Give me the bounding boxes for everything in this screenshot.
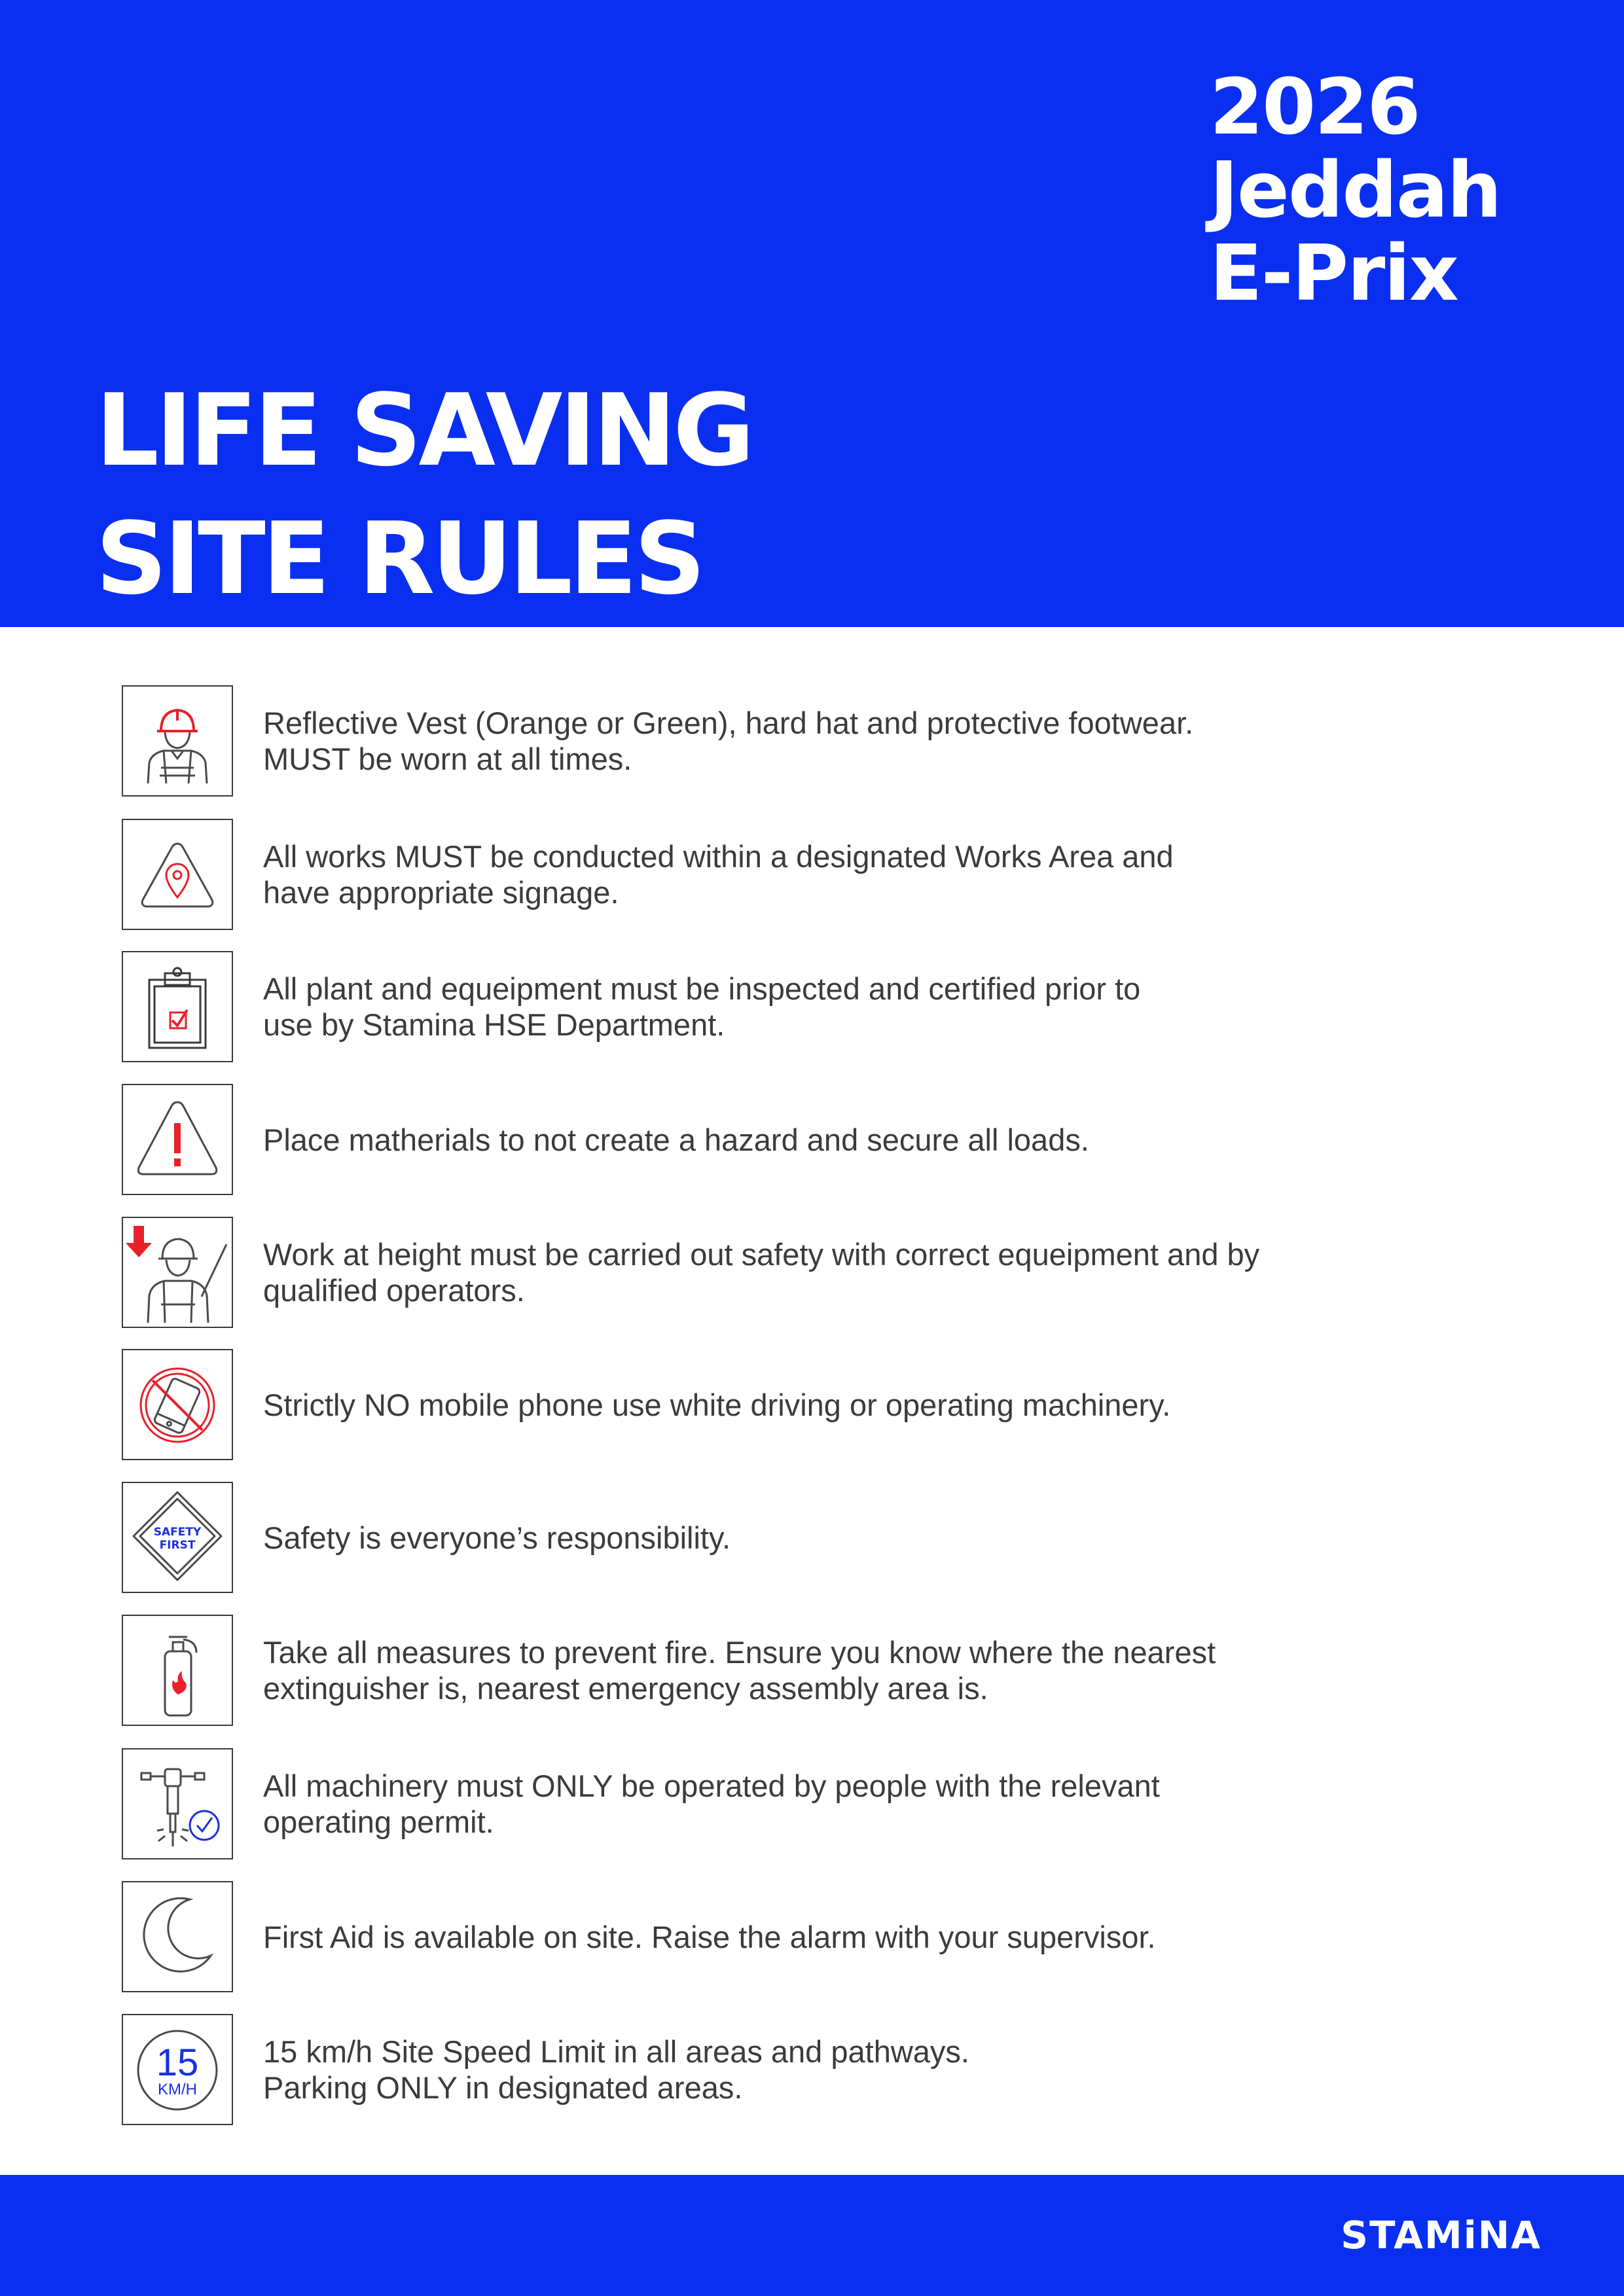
fire-extinguisher-icon <box>122 1615 233 1726</box>
work-at-height-icon <box>122 1217 233 1328</box>
rule-item <box>122 1615 1562 1726</box>
rule-text: All machinery must ONLY be operated by people with the relevant operating permit. <box>263 1768 1160 1839</box>
svg-text:FIRST: FIRST <box>159 1539 196 1552</box>
rule-text: Strictly NO mobile phone use white driving or operating machinery. <box>263 1387 1171 1422</box>
rule-item <box>122 1482 1562 1593</box>
rule-item <box>122 1217 1562 1328</box>
rule-text: Reflective Vest (Orange or Green), hard hat and protective footwear. MUST be worn at all times. <box>263 706 1194 776</box>
rule-item <box>122 1084 1562 1195</box>
header-banner <box>0 0 1624 627</box>
hazard-warning-icon <box>122 1084 233 1195</box>
rule-text: All plant and equeipment must be inspected and certified prior to use by Stamina HSE Department. <box>263 971 1141 1042</box>
rule-item <box>122 1349 1562 1460</box>
event-name: E-Prix <box>1210 228 1458 318</box>
rule-text: 15 km/h Site Speed Limit in all areas and pathways. Parking ONLY in designated areas. <box>263 2034 969 2105</box>
page-title <box>96 367 751 623</box>
machinery-permit-icon <box>122 1748 233 1859</box>
speed-limit-icon <box>122 2014 233 2125</box>
event-year: 2026 <box>1210 62 1420 152</box>
brand-logo: STAMiNA <box>1341 2213 1542 2257</box>
clipboard-check-icon <box>122 951 233 1062</box>
rule-text: First Aid is available on site. Raise the alarm with your supervisor. <box>263 1919 1156 1954</box>
rule-item <box>122 2014 1562 2125</box>
rule-item <box>122 951 1562 1062</box>
svg-text:KM/H: KM/H <box>158 2081 197 2098</box>
rule-item <box>122 1748 1562 1859</box>
worker-ppe-icon <box>122 685 233 797</box>
first-aid-crescent-icon <box>122 1881 233 1992</box>
footer-banner <box>0 2175 1624 2296</box>
svg-text:15: 15 <box>156 2041 199 2084</box>
page-title-line-1: LIFE SAVING <box>96 372 751 488</box>
location-warning-icon <box>122 819 233 930</box>
rule-text: Place matherials to not create a hazard and secure all loads. <box>263 1122 1089 1157</box>
safety-first-icon <box>122 1482 233 1593</box>
rule-text: Take all measures to prevent fire. Ensure you know where the nearest extinguisher is, nearest emergency assembly area is. <box>263 1635 1216 1706</box>
svg-text:SAFETY: SAFETY <box>153 1526 202 1539</box>
event-title <box>1210 62 1501 318</box>
rule-item <box>122 685 1562 797</box>
rule-item <box>122 819 1562 930</box>
rule-item <box>122 1881 1562 1992</box>
rule-text: Work at height must be carried out safety with correct equeipment and by qualified operators. <box>263 1237 1260 1308</box>
no-mobile-phone-icon <box>122 1349 233 1460</box>
event-city: Jeddah <box>1210 145 1501 235</box>
rule-text: Safety is everyone’s responsibility. <box>263 1520 731 1555</box>
page-title-line-2: SITE RULES <box>96 501 703 617</box>
rule-text: All works MUST be conducted within a designated Works Area and have appropriate signage. <box>263 839 1174 910</box>
